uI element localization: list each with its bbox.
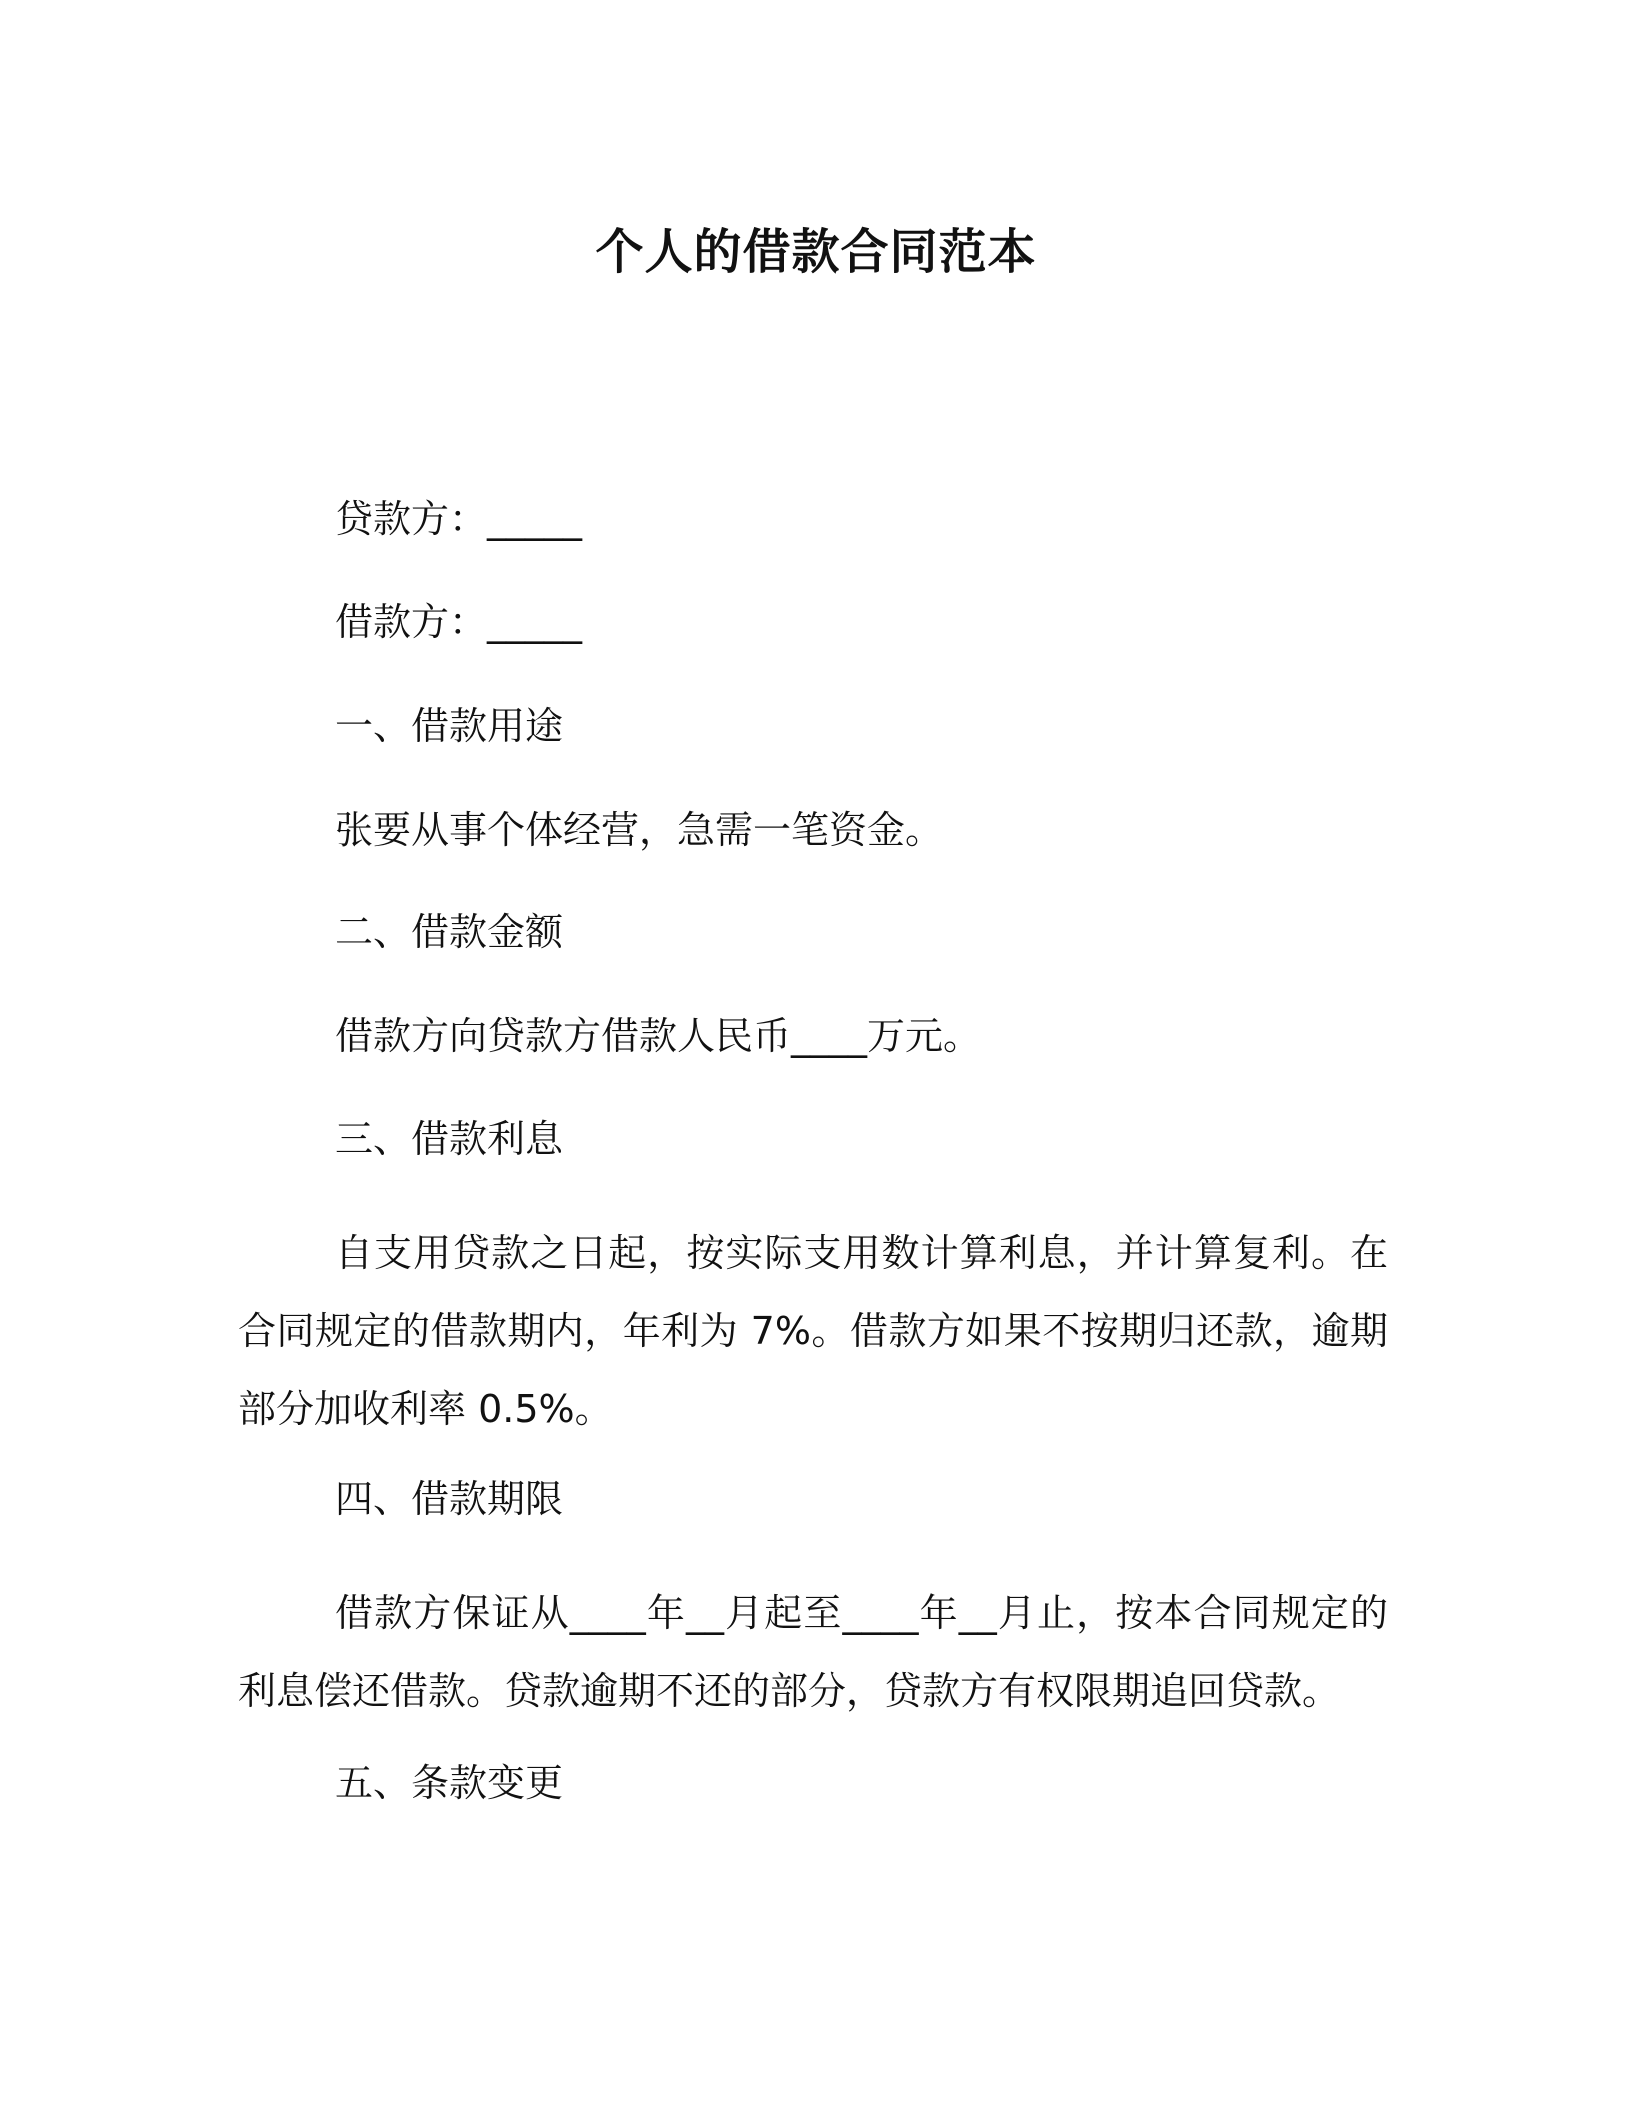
- section-1-body: 张要从事个体经营，急需一笔资金。: [335, 808, 944, 852]
- section-4-heading: 四、借款期限: [335, 1477, 564, 1521]
- section-2-heading: 二、借款金额: [335, 910, 564, 954]
- borrower-line: 借款方：_____: [335, 600, 583, 644]
- document-title: 个人的借款合同范本: [595, 224, 1037, 280]
- section-3-heading: 三、借款利息: [335, 1117, 564, 1161]
- section-3-body: 自支用贷款之日起，按实际支用数计算利息，并计算复利。在合同规定的借款期内，年利为 7%。借款方如果不按期归还款，逾期部分加收利率 0.5%。: [238, 1231, 1388, 1431]
- section-4-body: 借款方保证从____年__月起至____年__月止，按本合同规定的利息偿还借款。贷款逾期不还的部分，贷款方有权限期追回贷款。: [238, 1591, 1388, 1713]
- section-2-body: 借款方向贷款方借款人民币____万元。: [335, 1014, 982, 1058]
- section-1-heading: 一、借款用途: [335, 704, 564, 748]
- section-5-heading: 五、条款变更: [335, 1761, 564, 1805]
- lender-line: 贷款方：_____: [335, 497, 583, 541]
